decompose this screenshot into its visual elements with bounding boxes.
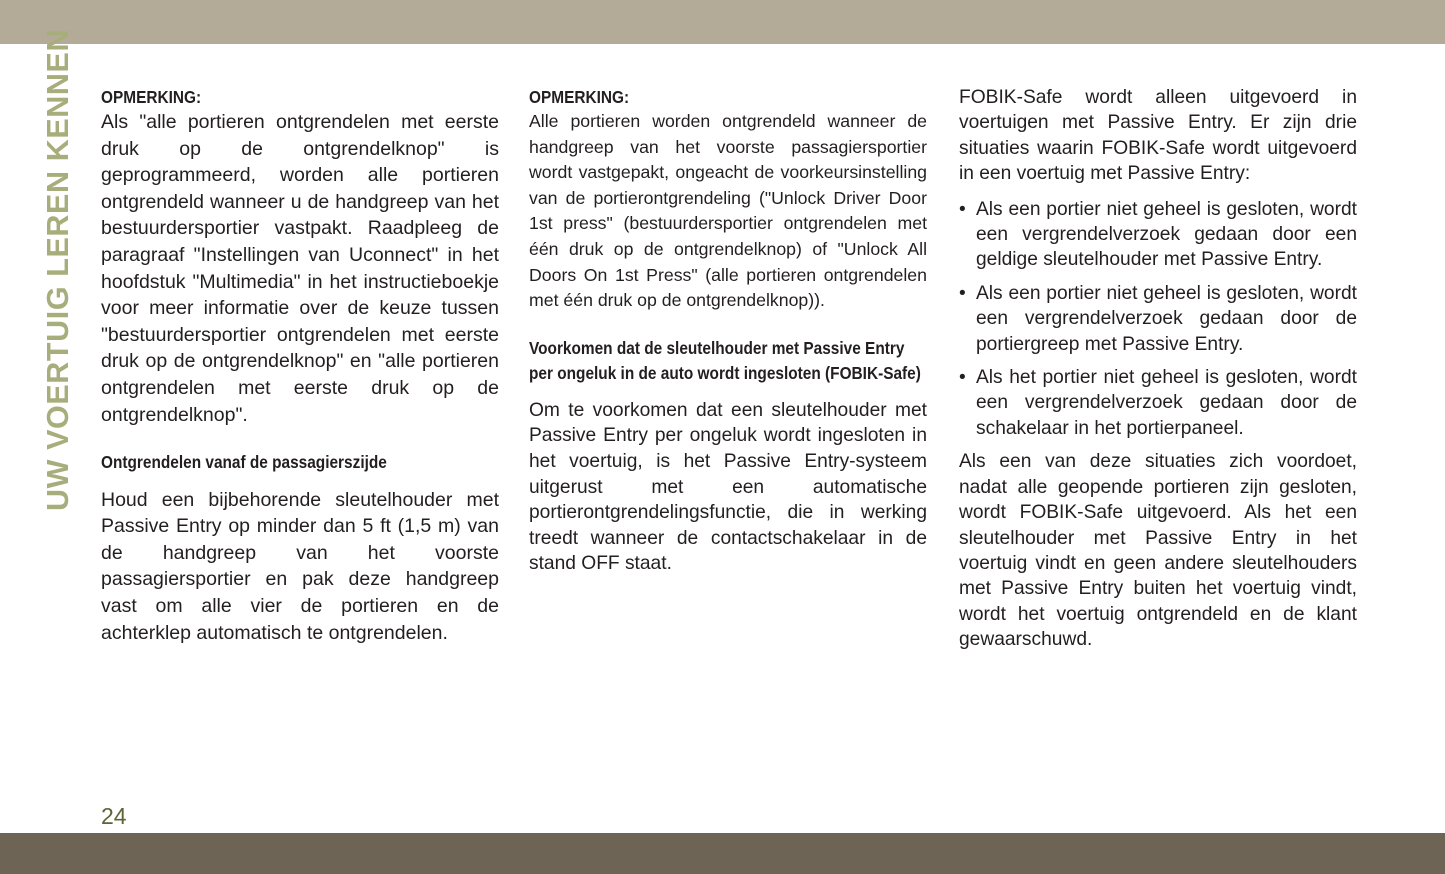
middle-column [529, 85, 927, 577]
list-item-text: Als een portier niet geheel is gesloten, wordt een vergrendelverzoek gedaan door een geldige sleutelhouder met Passive Entry. [976, 198, 1357, 271]
section-side-title: UW VOERTUIG LEREN KENNEN [41, 28, 75, 511]
passenger-unlock-paragraph: Houd een bijbehorende sleutelhouder met Passive Entry op minder dan 5 ft (1,5 m) van de handgreep van het voorste passagiersportier en pak deze handgreep vast om alle vier de portieren en de achterklep automatisch te ontgrendelen. [101, 488, 499, 644]
note-label: OPMERKING: [529, 87, 630, 107]
list-item-text: Als het portier niet geheel is gesloten, wordt een vergrendelverzoek gedaan door de schakelaar in het portierpaneel. [976, 367, 1357, 439]
right-column [959, 85, 1357, 653]
list-item [959, 365, 1357, 441]
note-text: Alle portieren worden ontgrendeld wanneer de handgreep van het voorste passagiersportier wordt vastgepakt, ongeacht de voorkeursinstelling van de portierontgrendeling ("Unlock Driver Door 1st press" (bestuurdersportier ontgrendelen met één druk op de ontgrendelknop) of "Unlock All Doors On 1st Press" (alle portieren ontgrendelen met één druk op de ontgrendelknop)). [529, 111, 927, 311]
fobik-intro-paragraph: FOBIK-Safe wordt alleen uitgevoerd in voertuigen met Passive Entry. Er zijn drie situaties waarin FOBIK-Safe wordt uitgevoerd in een voertuig met Passive Entry: [959, 87, 1357, 185]
spacer [101, 428, 499, 439]
section-heading-passenger-unlock: Ontgrendelen vanaf de passagierszijde [101, 452, 387, 473]
note-label: OPMERKING: [101, 87, 202, 107]
list-item [959, 197, 1357, 273]
fobik-situations-list [959, 197, 1357, 442]
list-item-text: Als een portier niet geheel is gesloten, wordt een vergrendelverzoek gedaan door de portiergreep met Passive Entry. [976, 282, 1357, 355]
fobik-safe-paragraph: Om te voorkomen dat een sleutelhouder met Passive Entry per ongeluk wordt ingesloten in het voertuig, is het Passive Entry-systeem uitgerust met een automatische portierontgrendelingsfunctie, die in werking treedt wanneer de contactschakelaar in de stand OFF staat. [529, 399, 927, 575]
section-heading-fobik-safe: Voorkomen dat de sleutelhouder met Passive Entry per ongeluk in de auto wordt ingesloten (FOBIK-Safe) [529, 337, 921, 384]
bottom-decorative-band [0, 833, 1445, 874]
spacer [529, 314, 927, 325]
note-text: Als "alle portieren ontgrendelen met eerste druk op de ontgrendelknop" is geprogrammeerd, worden alle portieren ontgrendeld wanneer u de handgreep van het bestuurdersportier vastpakt. Raadpleeg de paragraaf "Instellingen van Uconnect" in het hoofdstuk "Multimedia" in het instructieboekje voor meer informatie over de keuze tussen "bestuurdersportier ontgrendelen met eerste druk op de ontgrendelknop" en "alle portieren ontgrendelen met eerste druk op de ontgrendelknop". [101, 111, 499, 426]
fobik-closing-paragraph: Als een van deze situaties zich voordoet, nadat alle geopende portieren zijn gesloten, wordt FOBIK-Safe uitgevoerd. Als het een sleutelhouder met Passive Entry in het voertuig vindt en geen andere sleutelhouders met Passive Entry buiten het voertuig vindt, wordt het voertuig ontgrendeld en de klant gewaarschuwd. [959, 451, 1357, 651]
bullet-icon: • [959, 367, 966, 389]
bullet-icon: • [959, 282, 966, 304]
page-number: 24 [101, 803, 127, 829]
list-item [959, 281, 1357, 357]
top-decorative-band [0, 0, 1445, 44]
left-column [101, 85, 499, 646]
bullet-icon: • [959, 198, 966, 220]
